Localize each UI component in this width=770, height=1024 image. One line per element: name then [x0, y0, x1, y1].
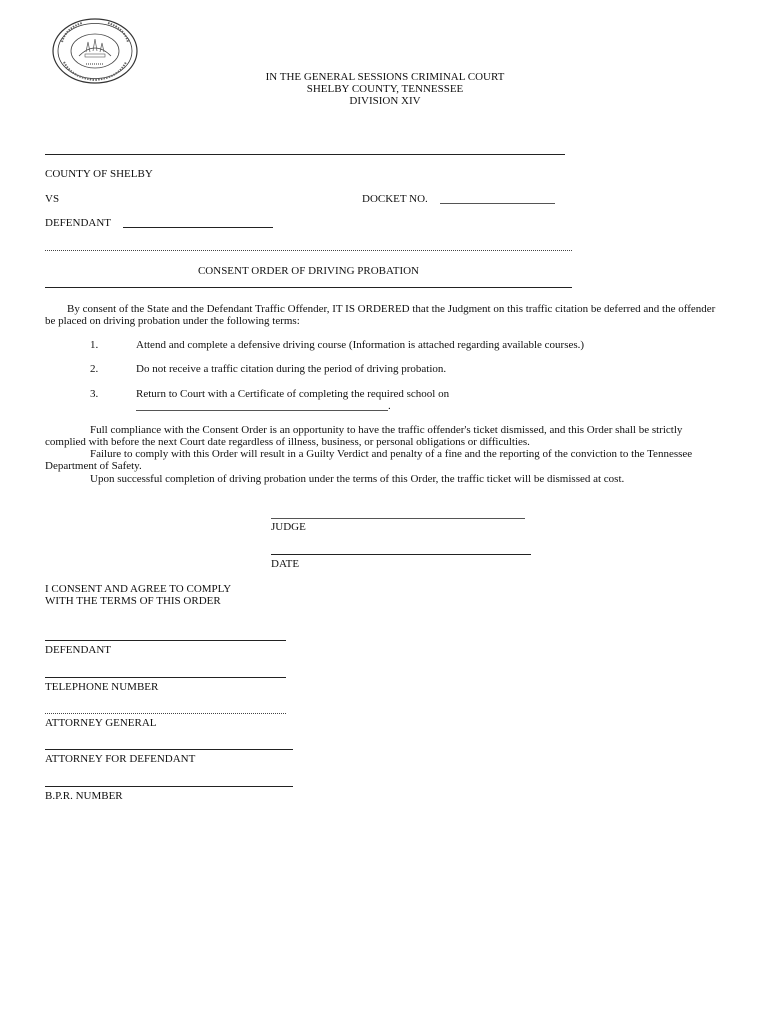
plaintiff-name: COUNTY OF SHELBY [45, 168, 153, 180]
caption-divider-dotted [45, 250, 572, 251]
term-1-number: 1. [90, 339, 99, 351]
term-2-text: Do not receive a traffic citation during the period of driving probation. [136, 363, 447, 375]
defendant-signature-label: DEFENDANT [45, 644, 111, 656]
telephone-number-field[interactable] [45, 677, 286, 678]
court-name: IN THE GENERAL SESSIONS CRIMINAL COURT [265, 71, 505, 83]
attorney-general-label: ATTORNEY GENERAL [45, 717, 157, 729]
attorney-for-defendant-label: ATTORNEY FOR DEFENDANT [45, 753, 196, 765]
term-3-period: . [388, 400, 391, 412]
court-header [180, 71, 590, 107]
date-field[interactable] [271, 554, 531, 555]
defendant-signature-field[interactable] [45, 640, 286, 641]
consent-line-1: I CONSENT AND AGREE TO COMPLY [45, 583, 232, 595]
county-seal-logo [52, 18, 138, 84]
term-1-text: Attend and complete a defensive driving course (Information is attached regarding available courses.) [136, 339, 585, 351]
defendant-name-field[interactable] [123, 227, 273, 228]
court-county: SHELBY COUNTY, TENNESSEE [306, 83, 464, 95]
docket-number-field[interactable] [440, 203, 555, 204]
bpr-number-field[interactable] [45, 786, 293, 787]
term-3-number: 3. [90, 388, 99, 400]
attorney-for-defendant-signature-field[interactable] [45, 749, 293, 750]
document-title: CONSENT ORDER OF DRIVING PROBATION [197, 265, 420, 277]
success-paragraph: Upon successful completion of driving probation under the terms of this Order, the traffic ticket will be dismissed at cost. [90, 473, 625, 485]
consent-statement [45, 583, 231, 607]
defendant-caption-label: DEFENDANT [45, 217, 111, 229]
failure-paragraph: Failure to comply with this Order will result in a Guilty Verdict and penalty of a fine and the reporting of the conviction to the Tennessee Department of Safety. [45, 448, 693, 472]
date-label: DATE [271, 558, 300, 570]
caption-top-rule [45, 154, 565, 155]
school-completion-date-field[interactable] [136, 410, 388, 411]
judge-label: JUDGE [271, 521, 306, 533]
compliance-paragraph: Full compliance with the Consent Order is an opportunity to have the traffic offender's ticket dismissed, and this Order shall be strictly complied with before the next Court date regardless of illness, business, or personal obligations or difficulties. [45, 424, 683, 448]
docket-label: DOCKET NO. [362, 193, 428, 205]
intro-paragraph: By consent of the State and the Defendant Traffic Offender, IT IS ORDERED that the Judgment on this traffic citation be deferred and the offender be placed on driving probation under the following terms: [45, 303, 716, 327]
bpr-number-label: B.P.R. NUMBER [45, 790, 123, 802]
telephone-number-label: TELEPHONE NUMBER [45, 681, 159, 693]
judge-signature-field[interactable] [271, 518, 525, 519]
versus-label: VS [45, 193, 60, 205]
term-2-number: 2. [90, 363, 99, 375]
title-rule [45, 287, 572, 288]
term-3-text: Return to Court with a Certificate of completing the required school on [136, 388, 450, 400]
attorney-general-signature-field[interactable] [45, 713, 286, 714]
consent-line-2: WITH THE TERMS OF THIS ORDER [45, 595, 221, 607]
court-division: DIVISION XIV [349, 95, 421, 107]
